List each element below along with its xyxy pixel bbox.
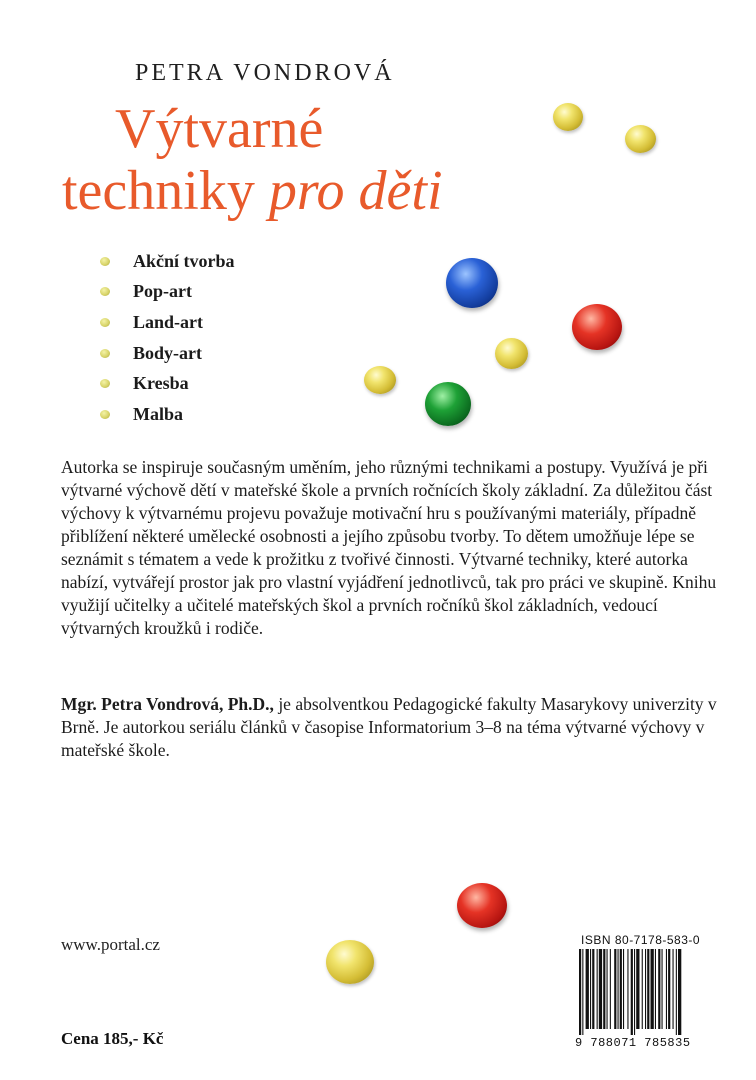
yellow-bead-decoration xyxy=(364,366,396,394)
bullet-bead-icon xyxy=(100,257,110,266)
yellow-bead-decoration xyxy=(495,338,528,369)
author-bio xyxy=(61,693,721,762)
yellow-bead-decoration xyxy=(553,103,583,131)
yellow-bead-decoration xyxy=(625,125,656,153)
barcode-bar xyxy=(647,949,649,1029)
book-title xyxy=(62,98,443,222)
barcode-bar xyxy=(614,949,616,1029)
list-item xyxy=(100,277,235,308)
list-item xyxy=(100,307,235,338)
list-item xyxy=(100,399,235,430)
author-bio-text: je absolventkou Pedagogické fakulty Masarykovy univerzity v Brně. Je autorkou seriálu článků v časopise Informatorium 3–8 na téma výtvarné výchovy v mateřské škole. xyxy=(61,694,717,760)
author-bio-name: Mgr. Petra Vondrová, Ph.D., xyxy=(61,694,274,714)
title-line-2-italic: pro děti xyxy=(268,160,443,222)
price-label: Cena 185,- Kč xyxy=(61,1029,164,1048)
barcode-bar xyxy=(662,949,663,1029)
barcode-bar xyxy=(590,949,591,1029)
barcode-bar xyxy=(610,949,611,1029)
barcode-bar xyxy=(586,949,589,1029)
bullet-bead-icon xyxy=(100,318,110,327)
barcode-bar xyxy=(666,949,667,1029)
list-item xyxy=(100,338,235,369)
technique-list xyxy=(100,246,235,430)
book-description: Autorka se inspiruje současným uměním, jeho různými technikami a postupy. Využívá je při výtvarné výchově dětí v mateřské škole a prvních ročnících školy základní. Za důležitou část výchovy k výtvarnému projevu považuje motivační hru s používanými materiály, případně přiblížení některé umělecké osobnosti a jejího způsobu tvorby. To dětem umožňuje lépe se seznámit s tématem a vede k prožitku z tvořivé činnosti. Výtvarné techniky, které autorka nabízí, vytvářejí prostor jak pro vlastní vyjádření jednotlivců, tak pro práci ve skupině. Knihu využijí učitelky a učitelé mateřských škol a prvních ročníků škol základních, vedoucí výtvarných kroužků i rodiče. xyxy=(61,457,717,638)
list-item-label: Land-art xyxy=(133,311,204,332)
barcode-bar xyxy=(658,949,660,1029)
list-item-label: Body-art xyxy=(133,342,202,363)
author-name: PETRA VONDROVÁ xyxy=(135,60,395,86)
barcode-bar xyxy=(678,949,681,1035)
list-item xyxy=(100,368,235,399)
list-item-label: Kresba xyxy=(133,373,189,394)
barcode-bar xyxy=(668,949,670,1029)
barcode-bar xyxy=(623,949,624,1029)
barcode-bar xyxy=(597,949,598,1029)
barcode-bar xyxy=(607,949,608,1029)
red-bead-decoration xyxy=(457,883,507,928)
bullet-bead-icon xyxy=(100,349,110,358)
list-item-label: Malba xyxy=(133,403,184,424)
bullet-bead-icon xyxy=(100,379,110,388)
green-bead-decoration xyxy=(425,382,471,426)
list-item-label: Pop-art xyxy=(133,281,192,302)
barcode-bar xyxy=(634,949,635,1035)
blue-bead-decoration xyxy=(446,258,498,308)
list-item xyxy=(100,246,235,277)
title-line-2 xyxy=(62,160,443,222)
barcode-bar xyxy=(618,949,619,1029)
barcode-bar xyxy=(651,949,654,1029)
barcode-bar xyxy=(579,949,581,1035)
barcode-bar xyxy=(642,949,643,1029)
barcode-bar xyxy=(599,949,602,1029)
barcode-graphic xyxy=(575,949,725,1035)
barcode-bar xyxy=(636,949,639,1029)
barcode-bar xyxy=(676,949,677,1035)
barcode-bar xyxy=(592,949,594,1029)
isbn-label: ISBN 80-7178-583-0 xyxy=(581,933,701,947)
bullet-bead-icon xyxy=(100,287,110,296)
barcode-bar xyxy=(603,949,605,1029)
red-bead-decoration xyxy=(572,304,622,350)
barcode-bar xyxy=(620,949,622,1029)
list-item-label: Akční tvorba xyxy=(133,250,235,271)
isbn-barcode-block xyxy=(575,933,725,1050)
barcode-bar xyxy=(645,949,646,1029)
yellow-bead-decoration xyxy=(326,940,374,984)
barcode-digits: 9 788071 785835 xyxy=(575,1036,691,1050)
barcode-bar xyxy=(673,949,674,1029)
title-line-1: Výtvarné xyxy=(115,98,324,160)
barcode-bar xyxy=(627,949,628,1029)
bullet-bead-icon xyxy=(100,410,110,419)
publisher-website: www.portal.cz xyxy=(61,935,160,954)
barcode-bar xyxy=(655,949,656,1029)
barcode-bar xyxy=(631,949,633,1035)
title-line-2-normal: techniky xyxy=(62,160,269,222)
barcode-bar xyxy=(582,949,583,1035)
